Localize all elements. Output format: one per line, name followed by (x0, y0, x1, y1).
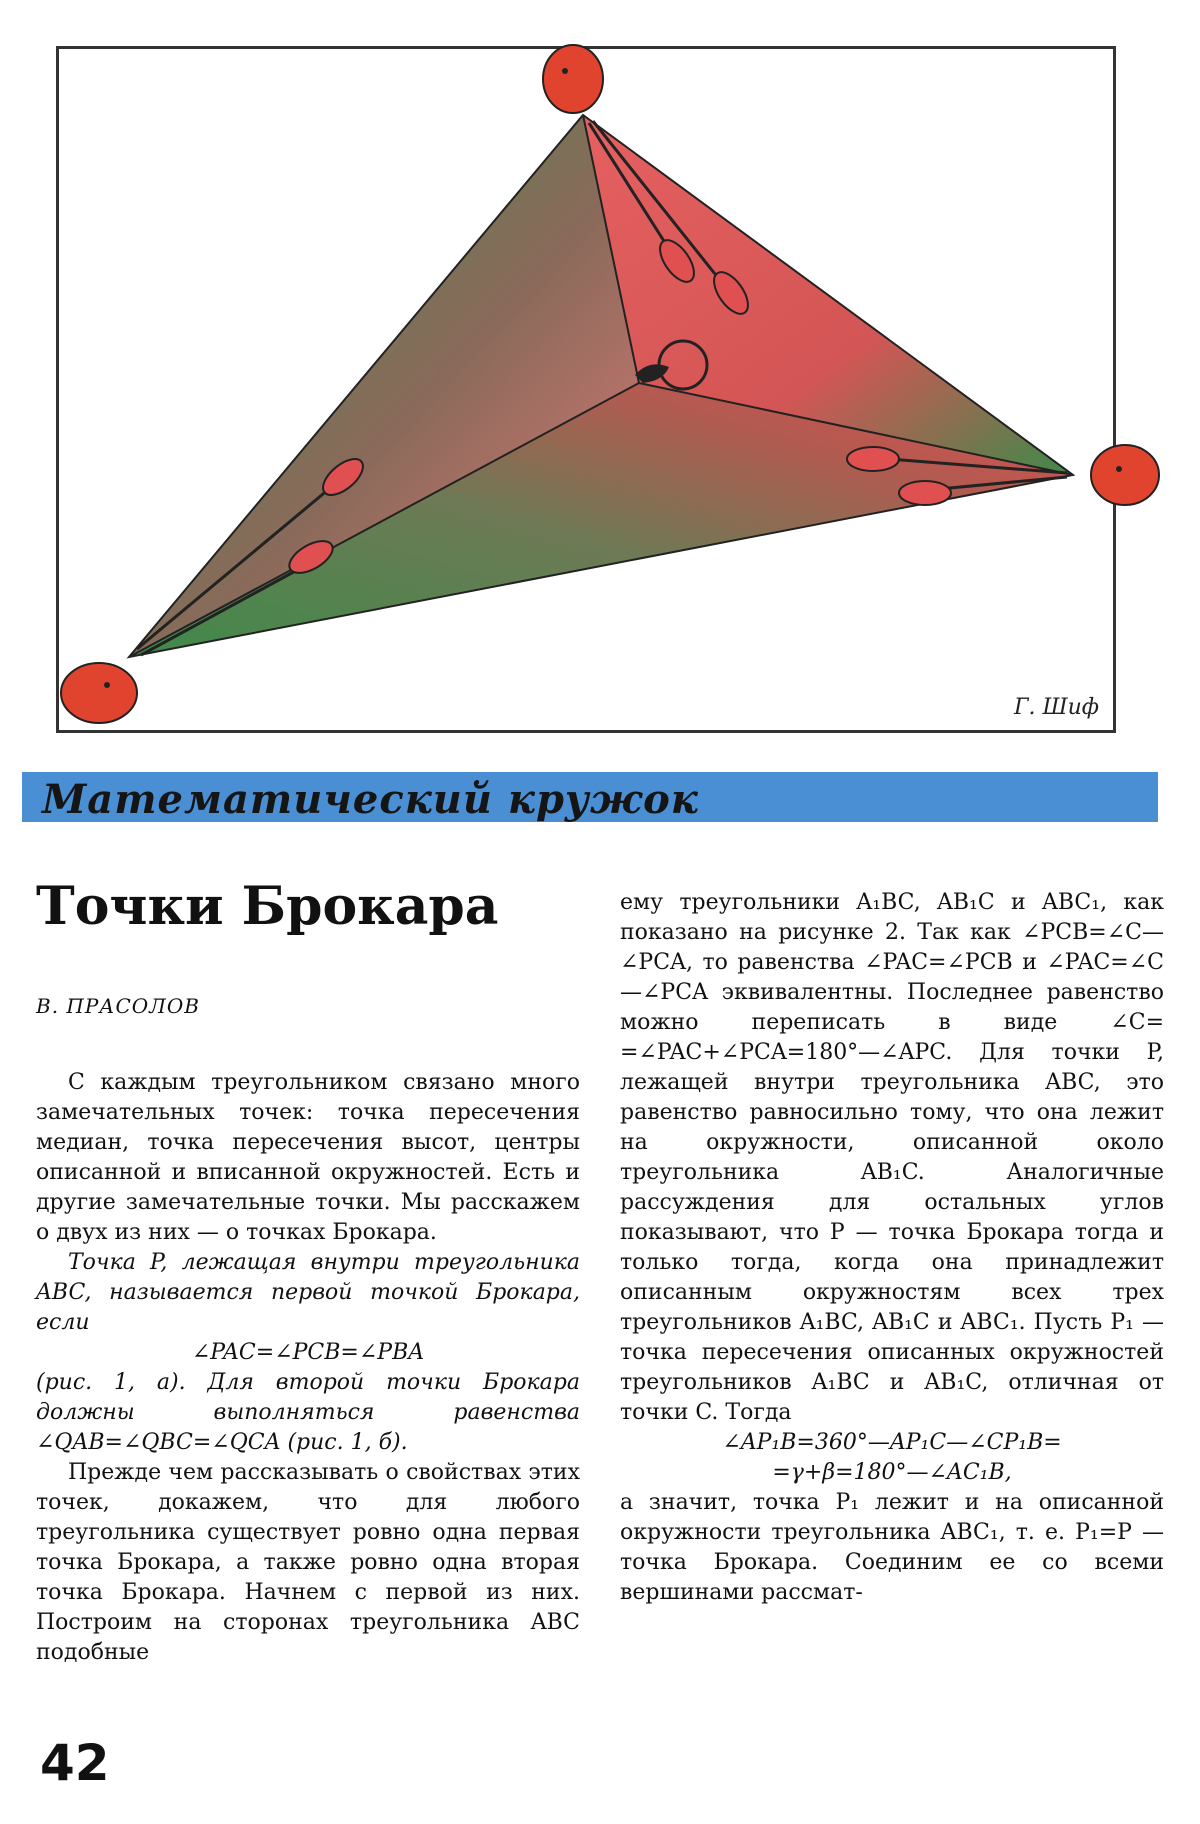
rubric-label: Математический кружок (42, 776, 699, 823)
paragraph-conclusion: а значит, точка P₁ лежит и на описанной окружности треугольника ABC₁, т. е. P₁=P — точка Брокара. Соединим ее со всеми вершинами рассмат- (620, 1490, 1164, 1605)
paragraph-proof-start: Прежде чем рассказывать о свойствах этих точек, докажем, что для любого треугольника существует ровно одна первая точка Брокара, а также ровно одна вторая точка Брокара. Начнем с первой из них. Построим на сторонах треугольника ABC подобные (36, 1460, 580, 1665)
hand-b-1 (847, 447, 899, 471)
head-b (1091, 445, 1159, 505)
formula-angle-ap1b: ∠AP₁B=360°—AP₁C—∠CP₁B= (722, 1430, 1062, 1455)
paragraph-definition: Точка P, лежащая внутри треугольника ABC, называется первой точкой Брокара, если (36, 1250, 580, 1335)
article-author: В. ПРАСОЛОВ (36, 994, 200, 1018)
brocard-illustration (56, 46, 1116, 733)
paragraph-intro: С каждым треугольником связано много замечательных точек: точка пересечения медиан, точка пересечения высот, центры описанной и вписанной окружностей. Есть и другие замечательные точки. Мы расскажем о двух из них — о точках Брокара. (36, 1070, 580, 1245)
artist-signature: Г. Шиф (1013, 695, 1099, 720)
formula-angle-continued: =γ+β=180°—∠AC₁B, (772, 1460, 1012, 1485)
formula-first-point: ∠PAC=∠PCB=∠PBA (191, 1340, 425, 1365)
head-a (61, 663, 137, 723)
rubric-banner (22, 772, 1158, 822)
paragraph-proof-continued: ему треугольники A₁BC, AB₁C и ABC₁, как показано на рисунке 2. Так как ∠PCB=∠C—∠PCA, то равенства ∠PAC=∠PCB и ∠PAC=∠C—∠PCA эквивалентны. Последнее равенство можно переписать в виде ∠C= =∠PAC+∠PCA=180°—∠APC. Для точки P, лежащей внутри треугольника ABC, это равенство равносильно тому, что она лежит на окружности, описанной около треугольника AB₁C. Аналогичные рассуждения для остальных углов показывают, что P — точка Брокара тогда и только тогда, когда она принадлежит описанным окружностям всех трех треугольников A₁BC, AB₁C и ABC₁. Пусть P₁ — точка пересечения описанных окружностей треугольников A₁BC и AB₁C, отличная от точки C. Тогда (620, 890, 1164, 1425)
triangle-artwork (59, 49, 1119, 736)
paragraph-second-point: (рис. 1, а). Для второй точки Брокара должны выполняться равенства ∠QAB=∠QBC=∠QCA (рис. 1, б). (36, 1370, 580, 1455)
page-number: 42 (40, 1734, 110, 1792)
left-column (36, 1068, 580, 1668)
hand-b-2 (899, 481, 951, 505)
right-column (620, 888, 1164, 1608)
head-c (543, 45, 603, 113)
article-title: Точки Брокара (36, 876, 499, 937)
